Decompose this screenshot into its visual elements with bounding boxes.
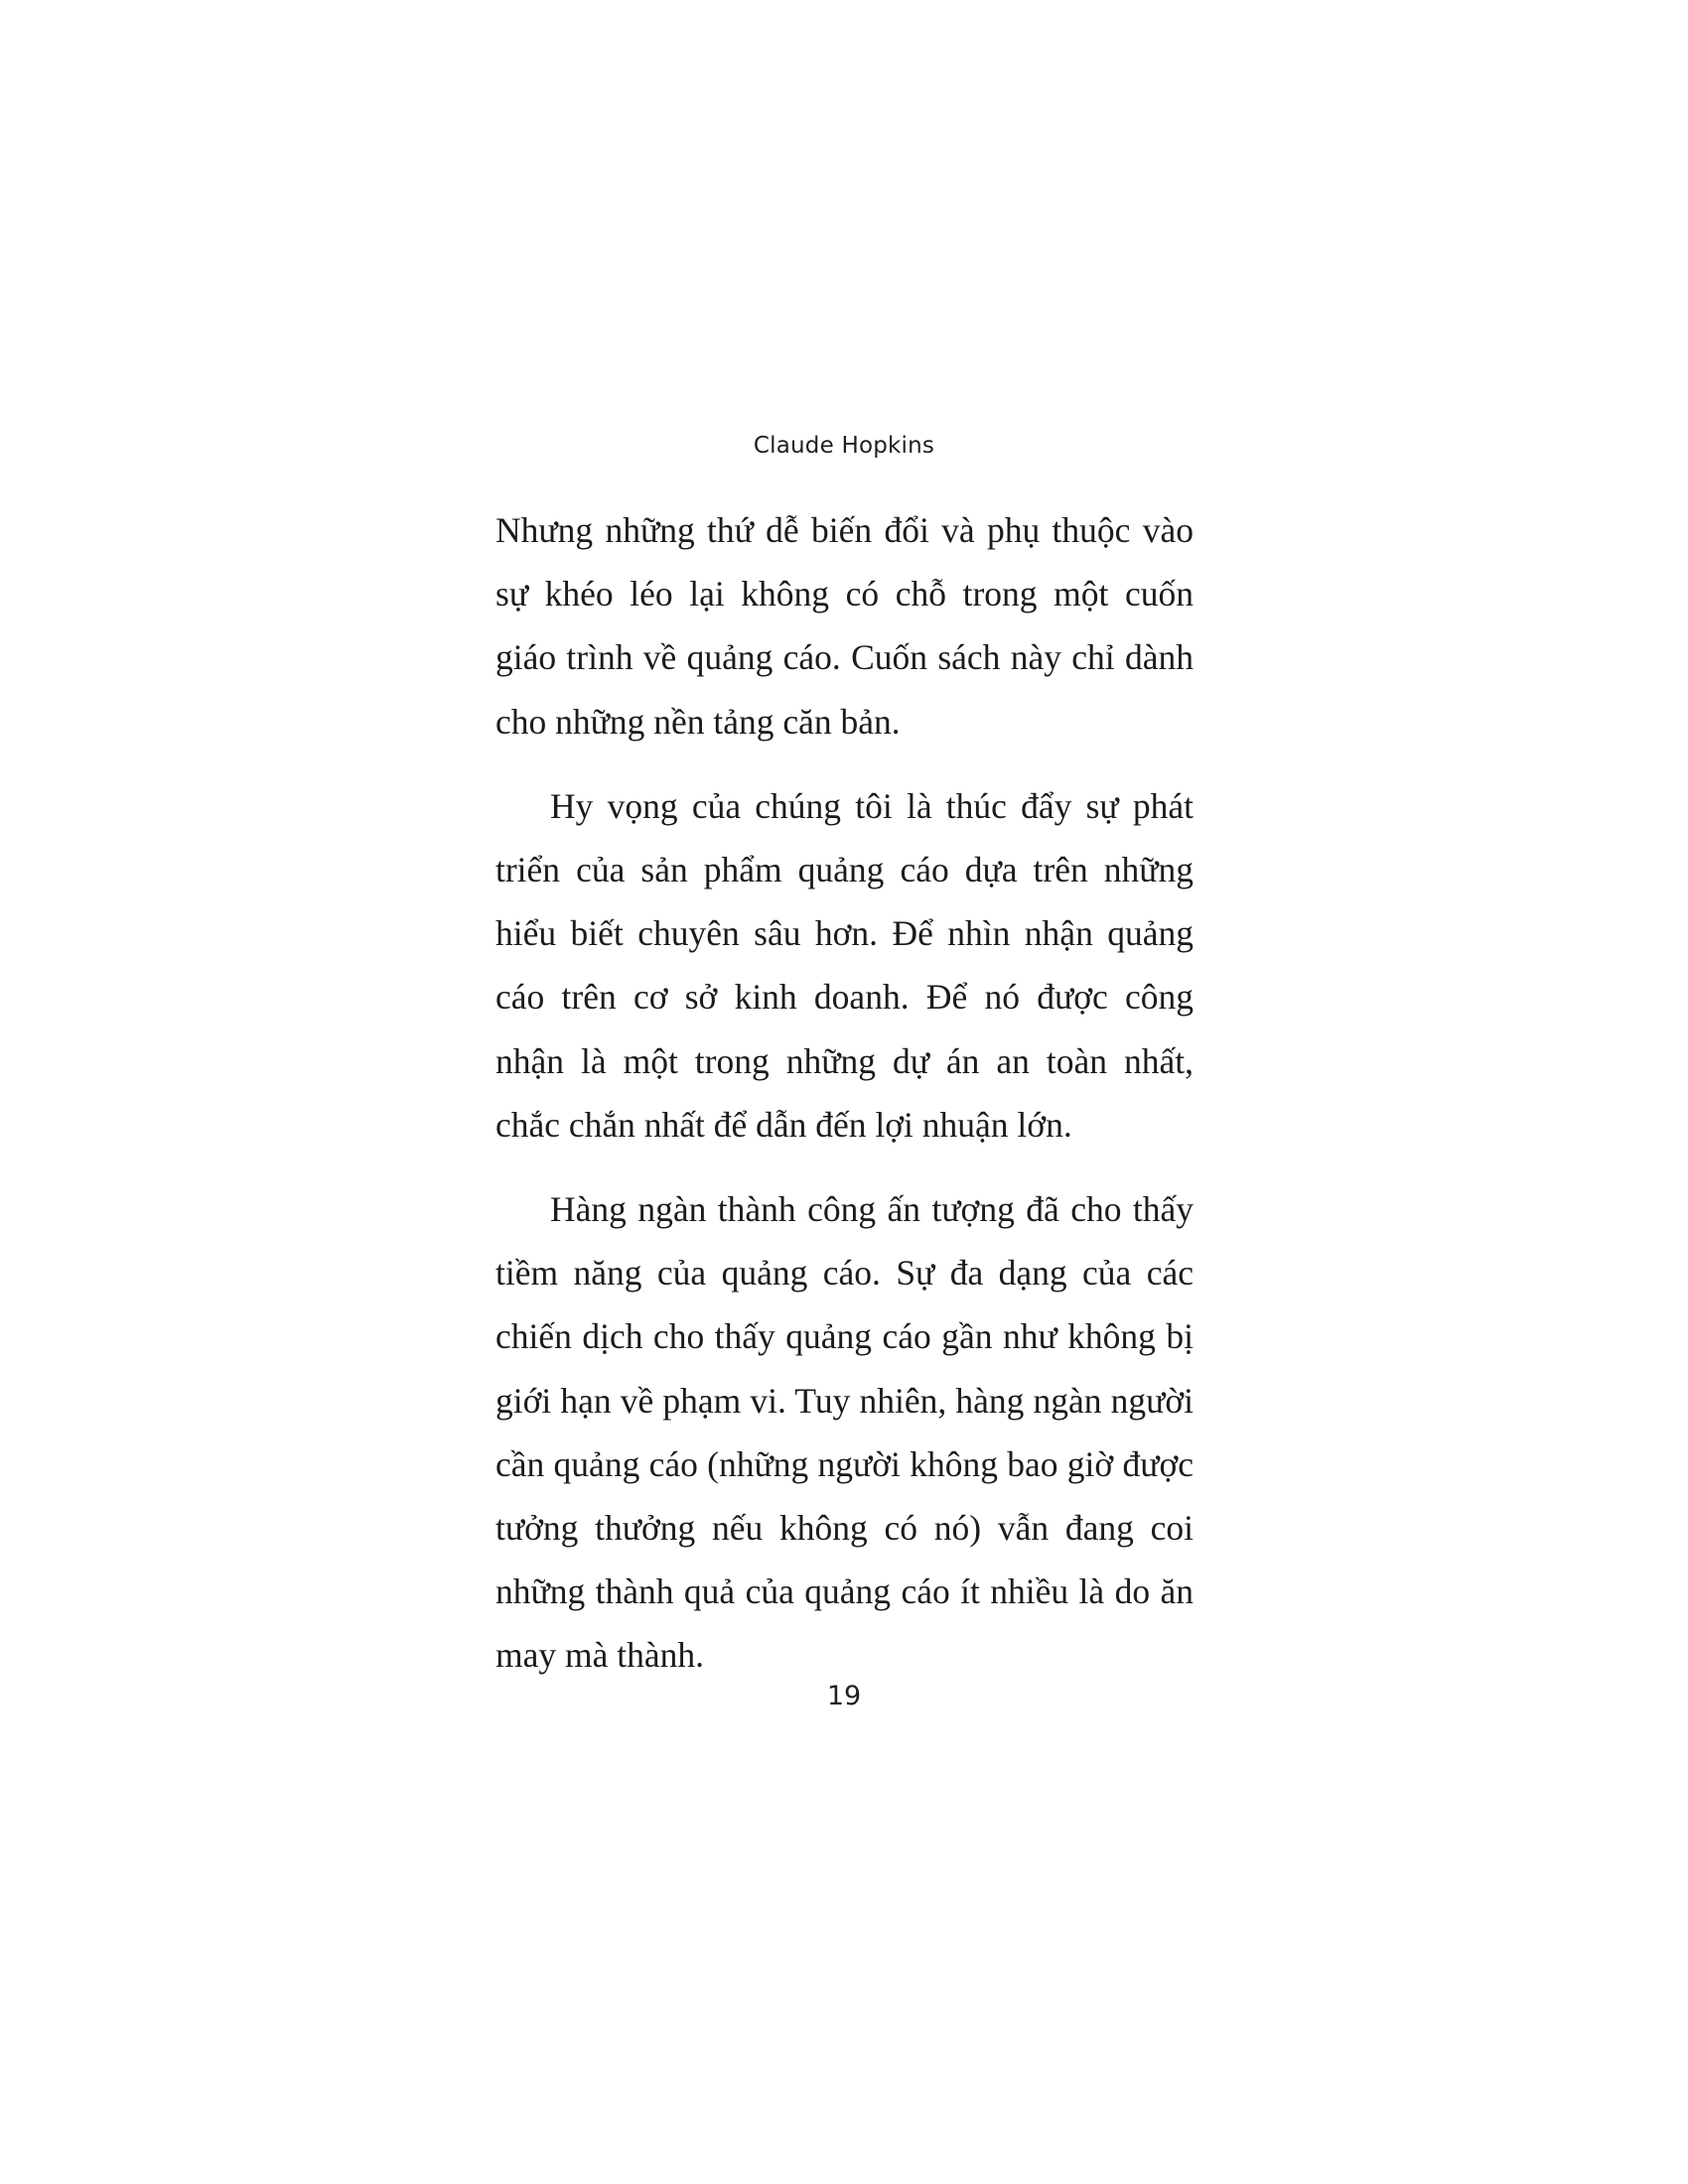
page-number: 19 <box>826 1681 862 1711</box>
running-header-author: Claude Hopkins <box>753 433 935 459</box>
paragraph-2: Hy vọng của chúng tôi là thúc đẩy sự phát triển của sản phẩm quảng cáo dựa trên những hiểu biết chuyên sâu hơn. Để nhìn nhận quảng cáo trên cơ sở kinh doanh. Để nó được công nhận là một trong những dự án an toàn nhất, chắc chắn nhất để dẫn đến lợi nhuận lớn. <box>495 785 1194 1145</box>
paragraph-3: Hàng ngàn thành công ấn tượng đã cho thấy tiềm năng của quảng cáo. Sự đa dạng của các chiến dịch cho thấy quảng cáo gần như không bị giới hạn về phạm vi. Tuy nhiên, hàng ngàn người cần quảng cáo (những người không bao giờ được tưởng thưởng nếu không có nó) vẫn đang coi những thành quả của quảng cáo ít nhiều là do ăn may mà thành. <box>495 1189 1194 1676</box>
paragraph-1: Nhưng những thứ dễ biến đổi và phụ thuộc vào sự khéo léo lại không có chỗ trong một cuốn giáo trình về quảng cáo. Cuốn sách này chỉ dành cho những nền tảng căn bản. <box>495 510 1194 742</box>
body-text <box>495 498 1194 1688</box>
